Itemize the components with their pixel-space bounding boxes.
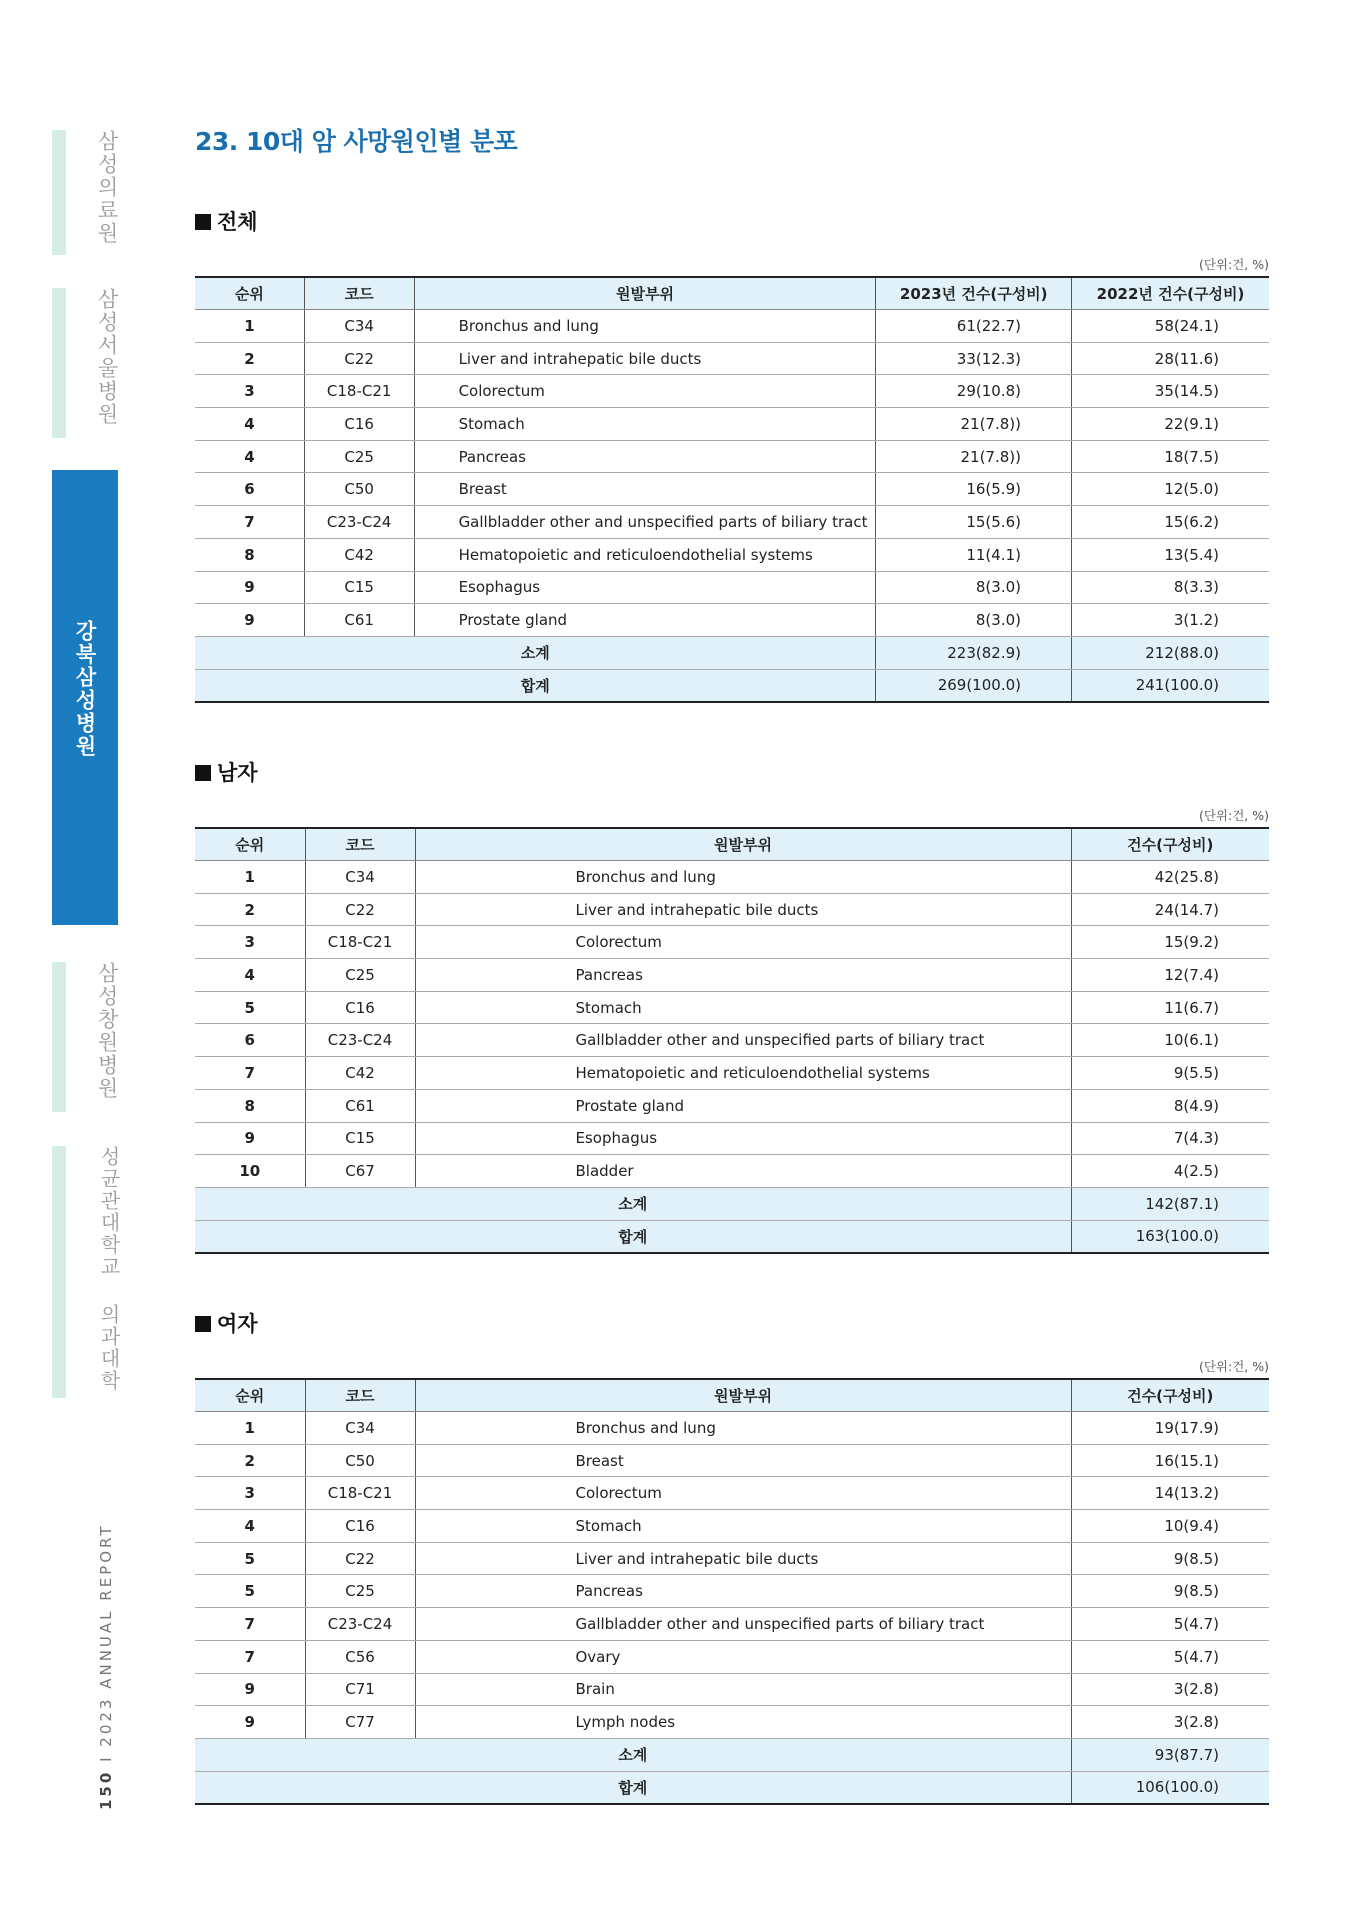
column-header: 원발부위 [415, 1379, 1071, 1412]
table-row [195, 1412, 1269, 1445]
side-nav-item-samsung-medical[interactable]: 삼성의료원 [95, 130, 119, 245]
section-heading-total [195, 206, 258, 236]
page-title: 23. 10대 암 사망원인별 분포 [195, 127, 518, 156]
side-nav-item-samsung-changwon[interactable]: 삼성창원병원 [95, 962, 119, 1100]
code-cell: C15 [305, 1122, 415, 1155]
code-cell: C18-C21 [304, 375, 414, 408]
column-header: 코드 [304, 277, 414, 310]
count-cell: 12(7.4) [1071, 959, 1269, 992]
table-row [195, 571, 1269, 604]
count-cell: 22(9.1) [1071, 408, 1269, 441]
count-cell: 14(13.2) [1071, 1477, 1269, 1510]
column-header: 2022년 건수(구성비) [1071, 277, 1269, 310]
code-cell: C42 [304, 538, 414, 571]
table-row [195, 1155, 1269, 1188]
table-row [195, 408, 1269, 441]
count-cell: 15(5.6) [876, 506, 1072, 539]
rank-cell: 8 [195, 538, 304, 571]
rank-cell: 2 [195, 342, 304, 375]
rank-cell: 6 [195, 1024, 305, 1057]
rank-cell: 1 [195, 1412, 305, 1445]
rank-cell: 5 [195, 1542, 305, 1575]
rank-cell: 7 [195, 1608, 305, 1641]
code-cell: C18-C21 [305, 926, 415, 959]
footer-separator: I [97, 1746, 115, 1770]
column-header: 원발부위 [415, 828, 1071, 861]
rank-cell: 4 [195, 408, 304, 441]
rank-cell: 2 [195, 893, 305, 926]
section-heading-text: 남자 [217, 761, 258, 785]
site-cell: Bronchus and lung [415, 861, 1071, 894]
count-cell: 8(3.0) [876, 571, 1072, 604]
count-cell: 21(7.8)) [876, 408, 1072, 441]
rank-cell: 2 [195, 1444, 305, 1477]
column-header: 코드 [305, 828, 415, 861]
count-cell: 9(5.5) [1071, 1057, 1269, 1090]
count-cell: 58(24.1) [1071, 310, 1269, 343]
table-row [195, 1542, 1269, 1575]
table-row [195, 1444, 1269, 1477]
side-tab-marker-5 [52, 1146, 66, 1398]
count-cell: 42(25.8) [1071, 861, 1269, 894]
site-cell: Gallbladder other and unspecified parts of biliary tract [415, 1024, 1071, 1057]
code-cell: C22 [305, 893, 415, 926]
table-row [195, 959, 1269, 992]
side-nav-item-skku-medicine[interactable]: 성균관대학교 의과대학 [97, 1146, 121, 1392]
rank-cell: 1 [195, 861, 305, 894]
table-row [195, 1122, 1269, 1155]
site-cell: Stomach [415, 991, 1071, 1024]
site-cell: Lymph nodes [415, 1706, 1071, 1739]
report-name: 2023 ANNUAL REPORT [97, 1523, 115, 1747]
table-row [195, 375, 1269, 408]
table-female [195, 1378, 1269, 1805]
unit-label: (단위:건, %) [1198, 1359, 1269, 1374]
site-cell: Hematopoietic and reticuloendothelial systems [415, 1057, 1071, 1090]
count-cell: 8(4.9) [1071, 1089, 1269, 1122]
site-cell: Liver and intrahepatic bile ducts [415, 1542, 1071, 1575]
code-cell: C34 [305, 1412, 415, 1445]
table-row [195, 1477, 1269, 1510]
site-cell: Prostate gland [414, 604, 876, 637]
square-bullet-icon [195, 1316, 211, 1332]
count-cell: 12(5.0) [1071, 473, 1269, 506]
table-row [195, 1706, 1269, 1739]
table-row [195, 538, 1269, 571]
code-cell: C61 [304, 604, 414, 637]
count-cell: 13(5.4) [1071, 538, 1269, 571]
subtotal-row-value: 212(88.0) [1071, 636, 1269, 669]
count-cell: 8(3.0) [876, 604, 1072, 637]
count-cell: 3(1.2) [1071, 604, 1269, 637]
table-row [195, 861, 1269, 894]
site-cell: Liver and intrahepatic bile ducts [415, 893, 1071, 926]
rank-cell: 10 [195, 1155, 305, 1188]
site-cell: Pancreas [414, 440, 876, 473]
rank-cell: 4 [195, 1510, 305, 1543]
rank-cell: 7 [195, 1640, 305, 1673]
code-cell: C77 [305, 1706, 415, 1739]
count-cell: 3(2.8) [1071, 1673, 1269, 1706]
count-cell: 15(9.2) [1071, 926, 1269, 959]
code-cell: C16 [304, 408, 414, 441]
count-cell: 16(5.9) [876, 473, 1072, 506]
code-cell: C50 [304, 473, 414, 506]
code-cell: C23-C24 [304, 506, 414, 539]
count-cell: 28(11.6) [1071, 342, 1269, 375]
code-cell: C16 [305, 991, 415, 1024]
site-cell: Stomach [414, 408, 876, 441]
code-cell: C71 [305, 1673, 415, 1706]
site-cell: Brain [415, 1673, 1071, 1706]
rank-cell: 6 [195, 473, 304, 506]
code-cell: C23-C24 [305, 1608, 415, 1641]
code-cell: C67 [305, 1155, 415, 1188]
site-cell: Breast [414, 473, 876, 506]
count-cell: 9(8.5) [1071, 1575, 1269, 1608]
count-cell: 18(7.5) [1071, 440, 1269, 473]
column-header: 원발부위 [414, 277, 876, 310]
site-cell: Colorectum [415, 926, 1071, 959]
code-cell: C23-C24 [305, 1024, 415, 1057]
code-cell: C25 [305, 959, 415, 992]
table-row [195, 310, 1269, 343]
count-cell: 10(9.4) [1071, 1510, 1269, 1543]
section-heading-female [195, 1308, 258, 1338]
rank-cell: 3 [195, 926, 305, 959]
page-number: 150 [97, 1769, 115, 1810]
column-header: 건수(구성비) [1071, 1379, 1269, 1412]
table-row [195, 991, 1269, 1024]
site-cell: Ovary [415, 1640, 1071, 1673]
table-male [195, 827, 1269, 1254]
count-cell: 10(6.1) [1071, 1024, 1269, 1057]
section-heading-text: 전체 [217, 210, 258, 234]
count-cell: 35(14.5) [1071, 375, 1269, 408]
table-row [195, 1024, 1269, 1057]
side-tab-marker-1 [52, 130, 66, 255]
subtotal-row-value: 142(87.1) [1071, 1187, 1269, 1220]
rank-cell: 5 [195, 1575, 305, 1608]
unit-label: (단위:건, %) [1198, 257, 1269, 272]
count-cell: 3(2.8) [1071, 1706, 1269, 1739]
table-row [195, 342, 1269, 375]
side-nav-item-samsung-seoul[interactable]: 삼성서울병원 [95, 288, 119, 426]
code-cell: C61 [305, 1089, 415, 1122]
code-cell: C16 [305, 1510, 415, 1543]
total-row-label: 합계 [195, 1220, 1071, 1253]
subtotal-row [195, 1187, 1269, 1220]
footer-page-info [97, 1523, 115, 1810]
side-nav-item-kangbuk-samsung[interactable]: 강북삼성병원 [73, 620, 97, 758]
count-cell: 5(4.7) [1071, 1608, 1269, 1641]
site-cell: Colorectum [415, 1477, 1071, 1510]
count-cell: 21(7.8)) [876, 440, 1072, 473]
count-cell: 9(8.5) [1071, 1542, 1269, 1575]
code-cell: C22 [304, 342, 414, 375]
site-cell: Pancreas [415, 959, 1071, 992]
count-cell: 24(14.7) [1071, 893, 1269, 926]
section-heading-male [195, 757, 258, 787]
rank-cell: 9 [195, 1673, 305, 1706]
rank-cell: 4 [195, 440, 304, 473]
subtotal-row [195, 636, 1269, 669]
unit-label: (단위:건, %) [1198, 808, 1269, 823]
rank-cell: 9 [195, 571, 304, 604]
site-cell: Bronchus and lung [415, 1412, 1071, 1445]
site-cell: Prostate gland [415, 1089, 1071, 1122]
table-row [195, 1057, 1269, 1090]
code-cell: C34 [305, 861, 415, 894]
header-row [195, 1379, 1269, 1412]
subtotal-row-label: 소계 [195, 1738, 1071, 1771]
rank-cell: 7 [195, 1057, 305, 1090]
square-bullet-icon [195, 765, 211, 781]
rank-cell: 9 [195, 604, 304, 637]
table-row [195, 1608, 1269, 1641]
table-row [195, 926, 1269, 959]
table-row [195, 473, 1269, 506]
site-cell: Bronchus and lung [414, 310, 876, 343]
side-tab-marker-4 [52, 962, 66, 1112]
code-cell: C22 [305, 1542, 415, 1575]
total-row [195, 1771, 1269, 1804]
count-cell: 11(6.7) [1071, 991, 1269, 1024]
column-header: 순위 [195, 1379, 305, 1412]
site-cell: Esophagus [414, 571, 876, 604]
table-row [195, 604, 1269, 637]
site-cell: Colorectum [414, 375, 876, 408]
site-cell: Gallbladder other and unspecified parts of biliary tract [414, 506, 876, 539]
table-row [195, 893, 1269, 926]
column-header: 2023년 건수(구성비) [876, 277, 1072, 310]
table-row [195, 1575, 1269, 1608]
total-row-value: 106(100.0) [1071, 1771, 1269, 1804]
table-total [195, 276, 1269, 703]
table-row [195, 1089, 1269, 1122]
subtotal-row-value: 93(87.7) [1071, 1738, 1269, 1771]
count-cell: 11(4.1) [876, 538, 1072, 571]
count-cell: 7(4.3) [1071, 1122, 1269, 1155]
site-cell: Hematopoietic and reticuloendothelial systems [414, 538, 876, 571]
rank-cell: 3 [195, 375, 304, 408]
code-cell: C50 [305, 1444, 415, 1477]
total-row-value: 163(100.0) [1071, 1220, 1269, 1253]
column-header: 코드 [305, 1379, 415, 1412]
rank-cell: 7 [195, 506, 304, 539]
column-header: 건수(구성비) [1071, 828, 1269, 861]
code-cell: C42 [305, 1057, 415, 1090]
total-row [195, 1220, 1269, 1253]
code-cell: C34 [304, 310, 414, 343]
code-cell: C18-C21 [305, 1477, 415, 1510]
count-cell: 29(10.8) [876, 375, 1072, 408]
code-cell: C15 [304, 571, 414, 604]
site-cell: Bladder [415, 1155, 1071, 1188]
subtotal-row-label: 소계 [195, 636, 876, 669]
total-row-value: 269(100.0) [876, 669, 1072, 702]
total-row-label: 합계 [195, 1771, 1071, 1804]
column-header: 순위 [195, 828, 305, 861]
site-cell: Breast [415, 1444, 1071, 1477]
total-row [195, 669, 1269, 702]
site-cell: Liver and intrahepatic bile ducts [414, 342, 876, 375]
count-cell: 19(17.9) [1071, 1412, 1269, 1445]
code-cell: C25 [304, 440, 414, 473]
rank-cell: 9 [195, 1706, 305, 1739]
count-cell: 15(6.2) [1071, 506, 1269, 539]
rank-cell: 4 [195, 959, 305, 992]
total-row-value: 241(100.0) [1071, 669, 1269, 702]
table-row [195, 506, 1269, 539]
square-bullet-icon [195, 214, 211, 230]
total-row-label: 합계 [195, 669, 876, 702]
subtotal-row-value: 223(82.9) [876, 636, 1072, 669]
count-cell: 8(3.3) [1071, 571, 1269, 604]
site-cell: Pancreas [415, 1575, 1071, 1608]
section-heading-text: 여자 [217, 1312, 258, 1336]
rank-cell: 5 [195, 991, 305, 1024]
rank-cell: 9 [195, 1122, 305, 1155]
header-row [195, 828, 1269, 861]
table-row [195, 1510, 1269, 1543]
side-tab-marker-2 [52, 288, 66, 438]
column-header: 순위 [195, 277, 304, 310]
code-cell: C25 [305, 1575, 415, 1608]
site-cell: Esophagus [415, 1122, 1071, 1155]
site-cell: Stomach [415, 1510, 1071, 1543]
site-cell: Gallbladder other and unspecified parts of biliary tract [415, 1608, 1071, 1641]
header-row [195, 277, 1269, 310]
table-row [195, 1673, 1269, 1706]
table-row [195, 440, 1269, 473]
rank-cell: 1 [195, 310, 304, 343]
count-cell: 16(15.1) [1071, 1444, 1269, 1477]
count-cell: 4(2.5) [1071, 1155, 1269, 1188]
table-row [195, 1640, 1269, 1673]
count-cell: 61(22.7) [876, 310, 1072, 343]
subtotal-row [195, 1738, 1269, 1771]
count-cell: 33(12.3) [876, 342, 1072, 375]
count-cell: 5(4.7) [1071, 1640, 1269, 1673]
code-cell: C56 [305, 1640, 415, 1673]
subtotal-row-label: 소계 [195, 1187, 1071, 1220]
rank-cell: 3 [195, 1477, 305, 1510]
rank-cell: 8 [195, 1089, 305, 1122]
